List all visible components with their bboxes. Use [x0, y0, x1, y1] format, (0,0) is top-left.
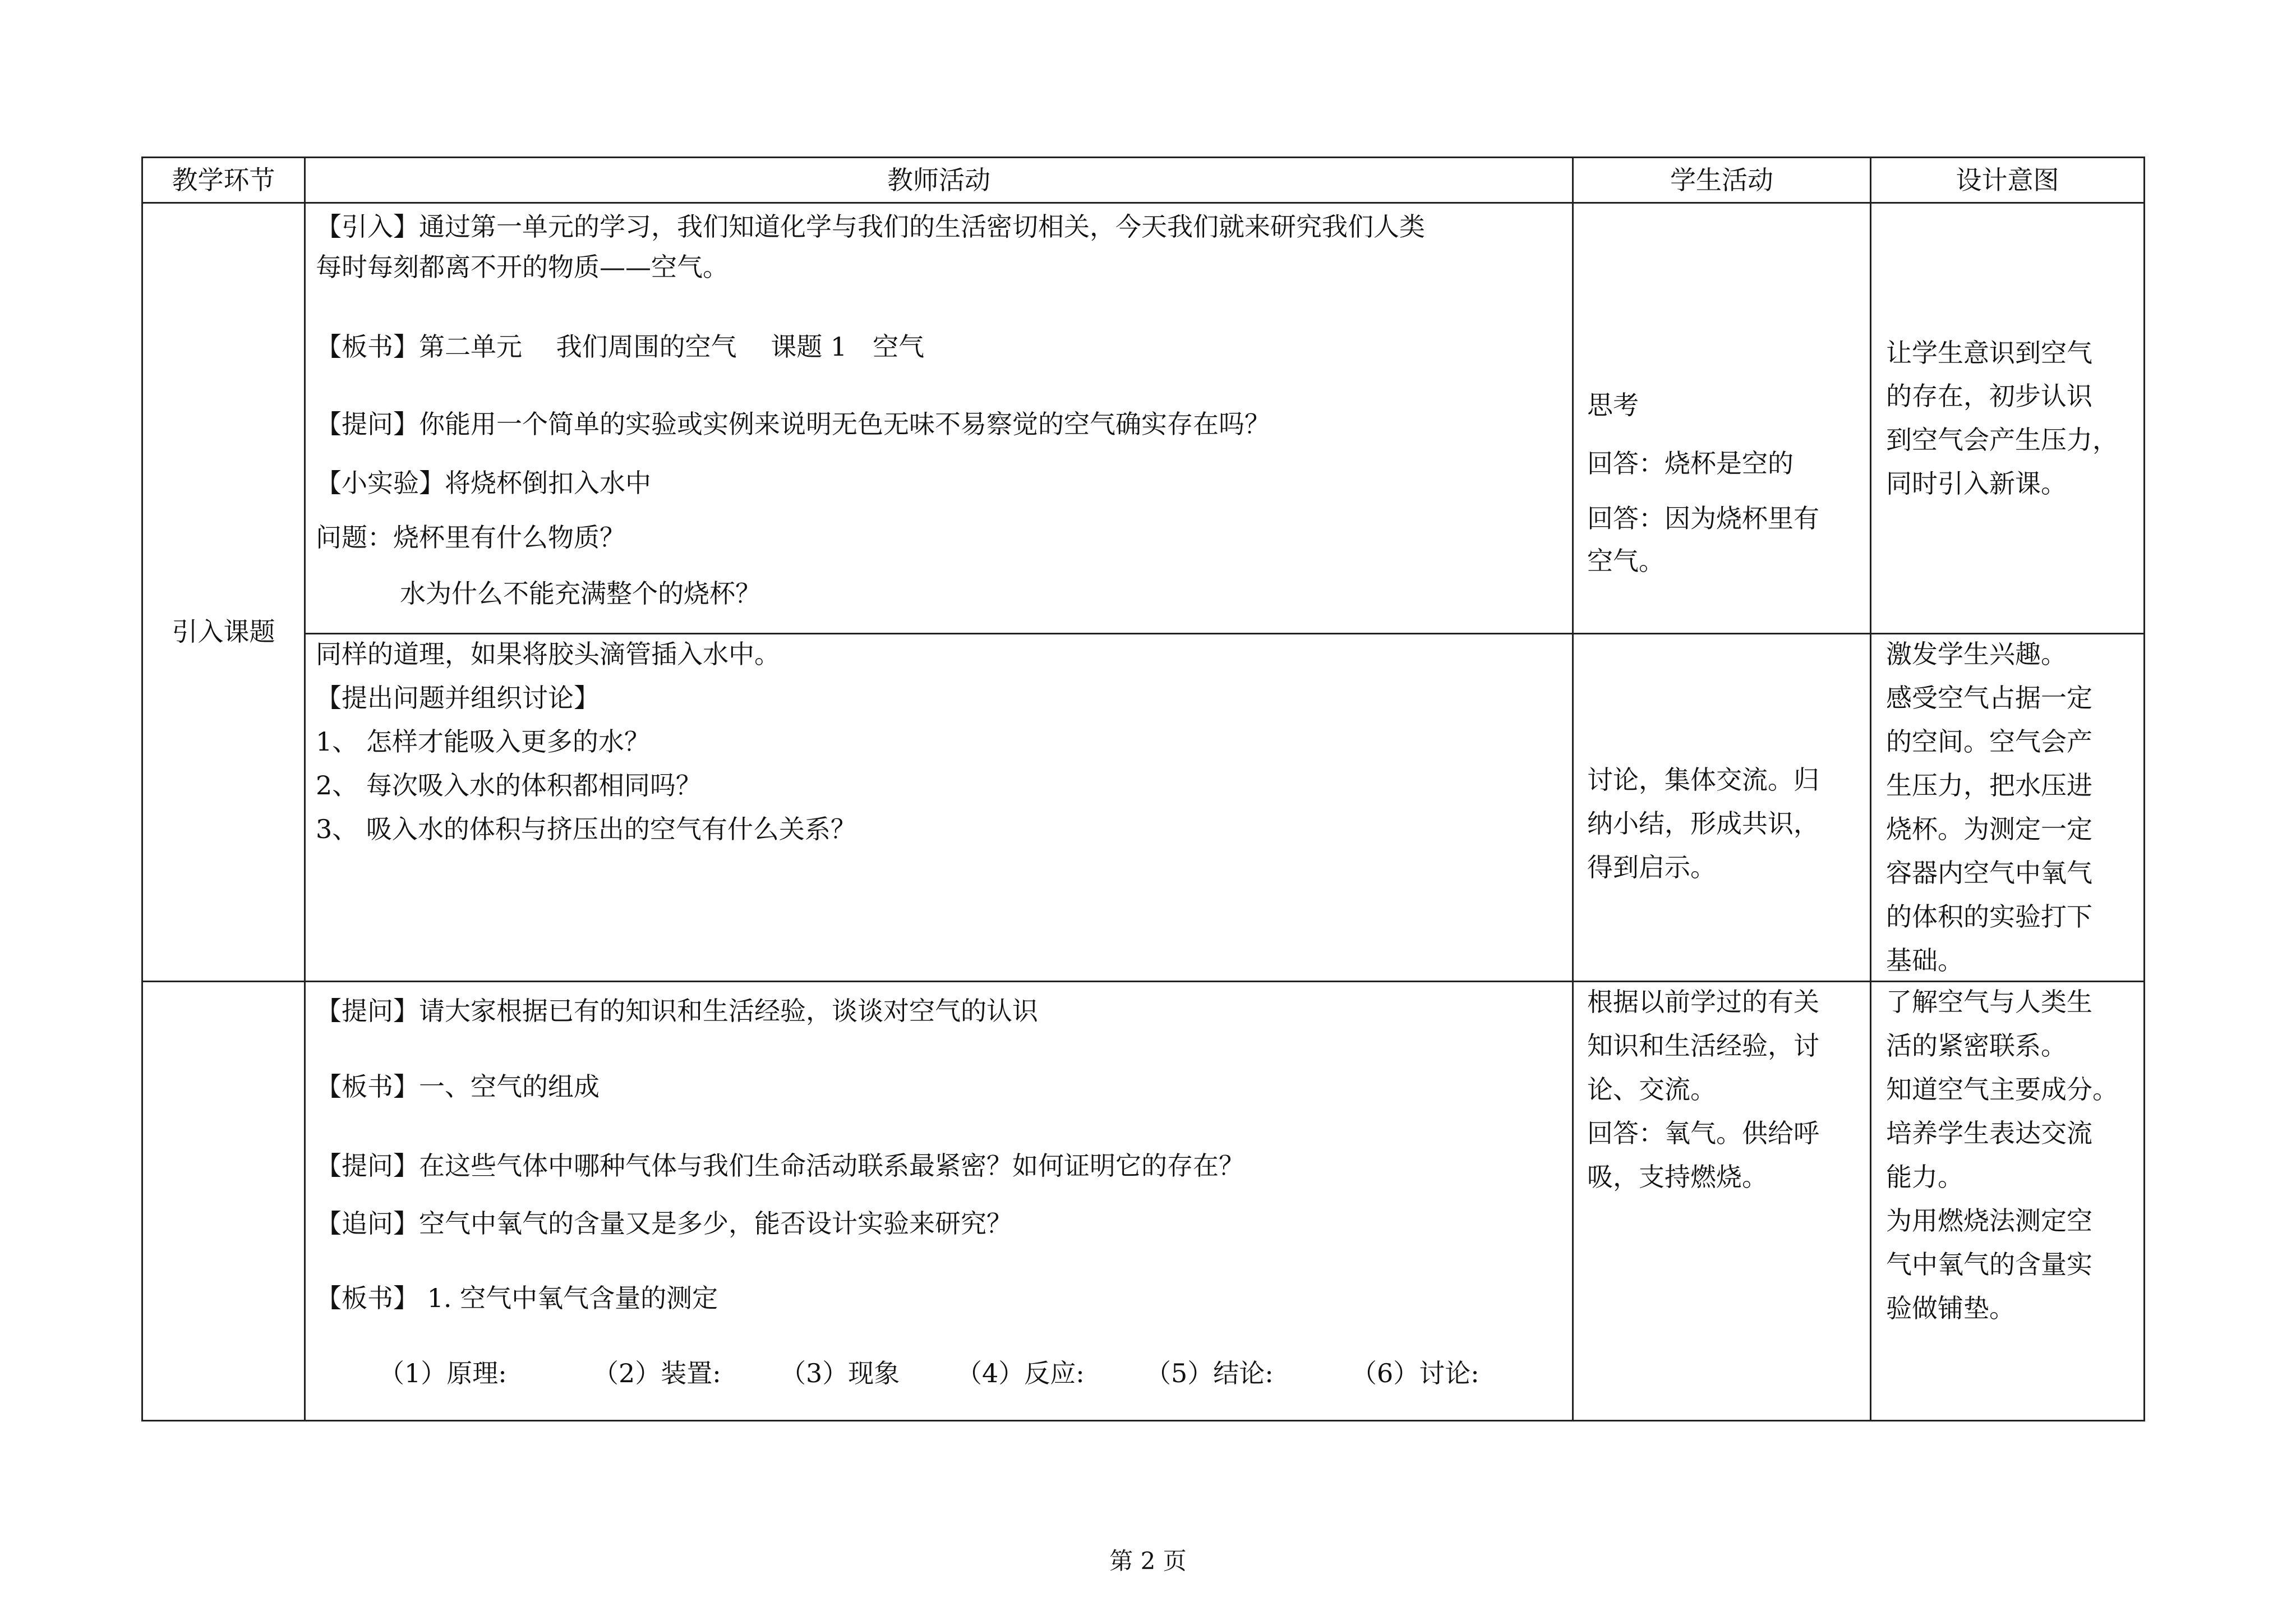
teacher-line: 问题：烧杯里有什么物质？ — [316, 522, 625, 553]
teacher-line: 3、 吸入水的体积与挤压出的空气有什么关系？ — [316, 814, 856, 844]
intent-line: 的存在，初步认识 — [1886, 381, 2092, 411]
intent-line: 的空间。空气会产 — [1886, 726, 2092, 757]
intent-line: 让学生意识到空气 — [1886, 338, 2092, 368]
intent-line: 激发学生兴趣。 — [1886, 639, 2067, 669]
table-row — [142, 203, 2145, 634]
intent-line: 到空气会产生压力， — [1886, 425, 2118, 455]
teacher-cell — [305, 203, 1573, 634]
teacher-line: 【提问】在这些气体中哪种气体与我们生命活动联系最紧密？如何证明它的存在？ — [316, 1151, 1244, 1181]
intent-cell — [1871, 634, 2145, 982]
intent-line: 同时引入新课。 — [1886, 468, 2067, 499]
teacher-line: 【追问】空气中氧气的含量又是多少，能否设计实验来研究？ — [316, 1208, 1012, 1239]
intent-line: 为用燃烧法测定空 — [1886, 1206, 2092, 1236]
lesson-plan-table — [141, 157, 2145, 1421]
student-line: 论、交流。 — [1587, 1074, 1716, 1105]
student-line: 思考 — [1587, 390, 1639, 420]
student-cell — [1573, 982, 1871, 1421]
teacher-line: 同样的道理，如果将胶头滴管插入水中。 — [316, 639, 780, 669]
header-student-activity: 学生活动 — [1573, 158, 1871, 203]
header-teacher-activity: 教师活动 — [305, 158, 1573, 203]
intent-line: 能力。 — [1886, 1162, 1963, 1192]
teacher-line: 【板书】一、空气的组成 — [316, 1071, 600, 1102]
stage-cell-empty — [142, 982, 305, 1421]
teacher-line: 【小实验】将烧杯倒扣入水中 — [316, 468, 651, 498]
intent-line: 生压力，把水压进 — [1886, 770, 2092, 801]
step-label: （3）现象 — [780, 1358, 900, 1388]
step-label: （2）装置: — [593, 1358, 721, 1388]
intent-line: 了解空气与人类生 — [1886, 987, 2092, 1017]
teacher-line: 【板书】 1. 空气中氧气含量的测定 — [316, 1283, 718, 1313]
intent-line: 感受空气占据一定 — [1886, 683, 2092, 713]
student-line: 回答：因为烧杯里有 — [1587, 503, 1819, 533]
teacher-line: 2、 每次吸入水的体积都相同吗？ — [316, 770, 702, 801]
teacher-line: 【提出问题并组织讨论】 — [316, 683, 600, 713]
table-row — [142, 982, 2145, 1421]
student-cell — [1573, 203, 1871, 634]
intent-line: 烧杯。为测定一定 — [1886, 814, 2092, 844]
intent-line: 气中氧气的含量实 — [1886, 1249, 2092, 1280]
teacher-line: 【板书】第二单元 我们周围的空气 课题 1 空气 — [316, 332, 925, 362]
table-row — [142, 634, 2145, 982]
intent-line: 培养学生表达交流 — [1886, 1118, 2092, 1148]
student-line: 吸，支持燃烧。 — [1587, 1162, 1768, 1192]
teacher-cell — [305, 634, 1573, 982]
stage-label: 引入课题 — [172, 617, 275, 647]
intent-cell — [1871, 982, 2145, 1421]
intent-line: 的体积的实验打下 — [1886, 901, 2092, 932]
intent-line: 验做铺垫。 — [1886, 1293, 2015, 1323]
intent-line: 知道空气主要成分。 — [1886, 1074, 2118, 1105]
stage-cell-intro — [142, 203, 305, 982]
step-label: （5）结论: — [1145, 1358, 1274, 1388]
student-line: 讨论，集体交流。归 — [1587, 765, 1819, 795]
student-cell — [1573, 634, 1871, 982]
intent-line: 基础。 — [1886, 945, 1963, 976]
teacher-line: 1、 怎样才能吸入更多的水？ — [316, 726, 650, 757]
teacher-line: 【提问】请大家根据已有的知识和生活经验，谈谈对空气的认识 — [316, 996, 1038, 1026]
student-line: 根据以前学过的有关 — [1587, 987, 1819, 1017]
header-stage: 教学环节 — [142, 158, 305, 203]
step-label: （1）原理: — [379, 1358, 507, 1388]
student-line: 知识和生活经验，讨 — [1587, 1030, 1819, 1061]
student-line: 空气。 — [1587, 546, 1665, 576]
teacher-line: 每时每刻都离不开的物质——空气。 — [316, 252, 729, 282]
step-label: （4）反应: — [956, 1358, 1085, 1388]
table-header-row — [142, 158, 2145, 203]
teacher-cell — [305, 982, 1573, 1421]
teacher-line: 水为什么不能充满整个的烧杯？ — [400, 578, 761, 609]
intent-line: 容器内空气中氧气 — [1886, 858, 2092, 888]
student-line: 纳小结，形成共识， — [1587, 808, 1819, 839]
teacher-line: 【引入】通过第一单元的学习，我们知道化学与我们的生活密切相关，今天我们就来研究我们人类 — [316, 211, 1425, 242]
step-label: （6）讨论: — [1351, 1358, 1479, 1388]
teacher-line: 【提问】你能用一个简单的实验或实例来说明无色无味不易察觉的空气确实存在吗？ — [316, 409, 1270, 439]
student-line: 得到启示。 — [1587, 852, 1716, 882]
page-number: 第 2 页 — [1109, 1547, 1187, 1575]
header-design-intent: 设计意图 — [1871, 158, 2145, 203]
student-line: 回答：烧杯是空的 — [1587, 448, 1794, 479]
student-line: 回答：氧气。供给呼 — [1587, 1118, 1819, 1148]
intent-cell — [1871, 203, 2145, 634]
intent-line: 活的紧密联系。 — [1886, 1030, 2067, 1061]
